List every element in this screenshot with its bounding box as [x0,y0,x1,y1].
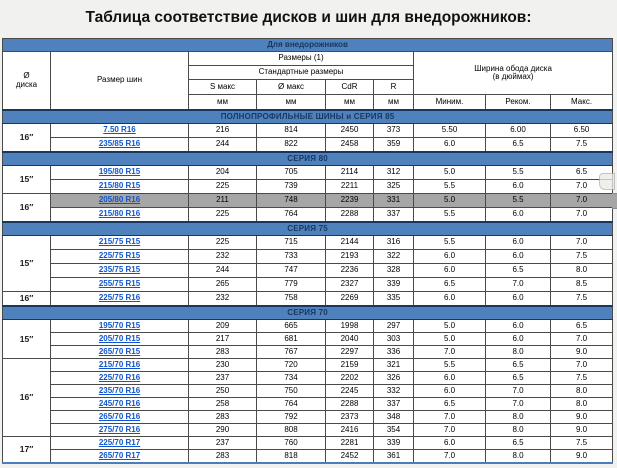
cell-d: 779 [257,278,326,292]
cell-min: 5.0 [414,320,486,333]
cell-d: 764 [257,208,326,223]
cell-max: 7.5 [551,292,613,307]
tire-size-link[interactable]: 215/75 R15 [98,237,141,247]
cell-r: 303 [374,333,414,346]
tire-size-link[interactable]: 225/75 R15 [98,251,141,261]
cell-r: 373 [374,124,414,138]
table-row [3,124,613,138]
cell-r: 354 [374,424,414,437]
table-row [3,411,613,424]
tire-size-link[interactable]: 7.50 R16 [103,125,136,135]
table-row [3,208,613,223]
cell-s: 225 [189,180,257,194]
table-row [3,180,613,194]
table-banner: Для внедорожников [3,39,613,52]
cell-min: 7.0 [414,346,486,359]
tire-size-cell [51,124,189,138]
table-row [3,236,613,250]
cell-rec: 6.00 [486,124,551,138]
header-unit-mm: мм [189,95,257,111]
cell-r: 325 [374,180,414,194]
table-row [3,222,613,236]
table-row [3,292,613,307]
cell-rec: 6.0 [486,292,551,307]
header-sizes-group: Размеры (1) [189,52,414,66]
header-tire-size: Размер шин [51,52,189,111]
cell-s: 209 [189,320,257,333]
tire-size-cell [51,437,189,450]
header-r: R [374,80,414,95]
cell-d: 760 [257,437,326,450]
tire-size-link[interactable]: 265/70 R17 [98,450,141,460]
cell-max: 6.5 [551,320,613,333]
cell-r: 337 [374,398,414,411]
page-title: Таблица соответствие дисков и шин для внедорожников: [85,9,532,26]
cell-r: 332 [374,385,414,398]
tire-size-link[interactable]: 225/70 R16 [98,372,141,382]
cell-d: 733 [257,250,326,264]
table-row [3,359,613,372]
cell-cdr: 2193 [326,250,374,264]
tire-size-link[interactable]: 235/75 R15 [98,265,141,275]
table-row [3,320,613,333]
tire-size-cell [51,166,189,180]
table-row [3,194,613,208]
table-row [3,437,613,450]
cell-r: 326 [374,372,414,385]
cell-cdr: 2239 [326,194,374,208]
header-unit-mm: мм [326,95,374,111]
cell-s: 283 [189,450,257,464]
section-title-bar: СЕРИЯ 70 [3,306,613,320]
tire-size-link[interactable]: 265/70 R15 [98,346,141,356]
tire-size-cell [51,292,189,307]
cell-max: 7.0 [551,236,613,250]
cell-s: 290 [189,424,257,437]
cell-s: 204 [189,166,257,180]
table-row [3,385,613,398]
cell-min: 7.0 [414,411,486,424]
cell-max: 9.0 [551,424,613,437]
cell-s: 237 [189,437,257,450]
cell-rec: 6.0 [486,320,551,333]
cell-min: 5.5 [414,236,486,250]
cell-cdr: 2269 [326,292,374,307]
tire-size-link[interactable]: 265/70 R16 [98,411,141,421]
table-row [3,278,613,292]
cell-rec: 6.0 [486,236,551,250]
cell-cdr: 2416 [326,424,374,437]
cell-rec: 6.5 [486,138,551,153]
cell-s: 225 [189,208,257,223]
cell-s: 258 [189,398,257,411]
cell-r: 331 [374,194,414,208]
cell-rec: 6.5 [486,372,551,385]
header-rim-line2: (в дюймах) [492,72,534,81]
table-row [3,152,613,166]
cell-min: 6.0 [414,138,486,153]
cell-cdr: 2458 [326,138,374,153]
cell-min: 7.0 [414,450,486,464]
cell-cdr: 2040 [326,333,374,346]
cell-max: 9.0 [551,411,613,424]
tire-size-link[interactable]: 205/70 R15 [98,333,141,343]
cell-d: 665 [257,320,326,333]
cell-cdr: 2211 [326,180,374,194]
cell-s: 237 [189,372,257,385]
cell-rec: 6.0 [486,180,551,194]
cell-min: 5.5 [414,359,486,372]
tire-size-cell [51,320,189,333]
cell-r: 297 [374,320,414,333]
table-row [3,424,613,437]
cell-rec: 7.0 [486,278,551,292]
tire-size-cell [51,236,189,250]
cell-s: 283 [189,346,257,359]
cell-r: 335 [374,292,414,307]
header-rim-width-group [414,52,613,95]
cell-max: 7.5 [551,437,613,450]
cell-rec: 5.5 [486,166,551,180]
cell-r: 337 [374,208,414,223]
cell-d: 808 [257,424,326,437]
section-title-bar: ПОЛНОПРОФИЛЬНЫЕ ШИНЫ и СЕРИЯ 85 [3,110,613,124]
cell-min: 5.5 [414,180,486,194]
cell-s: 244 [189,138,257,153]
cell-max: 7.0 [551,180,613,194]
cell-d: 681 [257,333,326,346]
cell-max: 7.5 [551,250,613,264]
tire-size-cell [51,424,189,437]
highlighted-row-overhang [612,193,617,209]
tire-size-link[interactable]: 215/70 R16 [98,359,141,369]
tire-rim-table [2,38,613,464]
cell-max: 6.5 [551,166,613,180]
cell-d: 705 [257,166,326,180]
tire-size-link[interactable]: 215/80 R16 [98,209,141,219]
header-unit-mm: мм [257,95,326,111]
cell-min: 6.0 [414,385,486,398]
cell-min: 6.0 [414,437,486,450]
cell-r: 312 [374,166,414,180]
cell-rec: 6.5 [486,359,551,372]
cell-r: 321 [374,359,414,372]
cell-s: 283 [189,411,257,424]
section-title-bar: СЕРИЯ 75 [3,222,613,236]
cell-cdr: 2327 [326,278,374,292]
tire-size-link[interactable]: 245/70 R16 [98,398,141,408]
cell-cdr: 2114 [326,166,374,180]
tire-size-cell [51,385,189,398]
tire-size-cell [51,180,189,194]
cell-min: 6.0 [414,372,486,385]
cell-max: 8.0 [551,385,613,398]
cell-r: 361 [374,450,414,464]
cell-min: 5.5 [414,208,486,223]
header-rim-max: Макс. [551,95,613,111]
cell-r: 339 [374,278,414,292]
cell-rec: 8.0 [486,411,551,424]
tire-size-cell [51,264,189,278]
cell-min: 7.0 [414,424,486,437]
cell-s: 216 [189,124,257,138]
cell-d: 758 [257,292,326,307]
tire-size-link[interactable]: 215/80 R15 [98,181,141,191]
header-d-max: Ø макс [257,80,326,95]
header-disk-line2: диска [15,79,38,89]
cell-cdr: 2245 [326,385,374,398]
cell-r: 316 [374,236,414,250]
cell-r: 339 [374,437,414,450]
cell-d: 822 [257,138,326,153]
cell-cdr: 2288 [326,208,374,223]
tire-size-link[interactable]: 225/75 R16 [98,293,141,303]
tire-size-link[interactable]: 205/80 R16 [98,195,141,205]
table-row [3,39,613,52]
cell-max: 8.5 [551,278,613,292]
cell-d: 739 [257,180,326,194]
cell-rec: 6.5 [486,264,551,278]
header-s-max: S макс [189,80,257,95]
tire-size-cell [51,138,189,153]
cell-max: 7.0 [551,208,613,223]
cell-cdr: 2452 [326,450,374,464]
cell-s: 225 [189,236,257,250]
section-title-bar: СЕРИЯ 80 [3,152,613,166]
cell-s: 217 [189,333,257,346]
cell-rec: 8.0 [486,450,551,464]
table-row [3,52,613,66]
cell-rec: 5.5 [486,194,551,208]
cell-min: 6.5 [414,398,486,411]
tire-size-cell [51,359,189,372]
disk-diameter-cell: 17″ [3,437,51,464]
tire-size-cell [51,278,189,292]
cell-d: 814 [257,124,326,138]
cell-d: 720 [257,359,326,372]
cell-cdr: 2159 [326,359,374,372]
cell-s: 232 [189,292,257,307]
cell-d: 734 [257,372,326,385]
cell-max: 6.50 [551,124,613,138]
cell-cdr: 2144 [326,236,374,250]
table-row [3,450,613,464]
tire-size-cell [51,208,189,223]
tire-size-link[interactable]: 195/70 R15 [98,320,141,330]
disk-diameter-cell: 15″ [3,320,51,359]
cell-max: 9.0 [551,346,613,359]
table-row [3,333,613,346]
table-row [3,264,613,278]
cell-rec: 7.0 [486,385,551,398]
header-disk-diameter [3,52,51,111]
tire-size-cell [51,250,189,264]
table-row [3,346,613,359]
header-rim-min: Миним. [414,95,486,111]
cell-min: 6.0 [414,264,486,278]
cell-cdr: 2281 [326,437,374,450]
cell-rec: 7.0 [486,398,551,411]
cell-cdr: 2450 [326,124,374,138]
cell-cdr: 2297 [326,346,374,359]
cell-rec: 8.0 [486,424,551,437]
disk-diameter-cell: 15″ [3,166,51,194]
cell-max: 9.0 [551,450,613,464]
mouse-cursor-artifact [599,173,615,190]
tire-size-cell [51,411,189,424]
cell-cdr: 2373 [326,411,374,424]
tire-size-link[interactable]: 255/75 R15 [98,279,141,289]
tire-size-cell [51,398,189,411]
table-row [3,166,613,180]
cell-min: 5.0 [414,333,486,346]
table-row [3,372,613,385]
cell-d: 818 [257,450,326,464]
table-row [3,398,613,411]
table-row [3,138,613,153]
cell-s: 265 [189,278,257,292]
cell-max: 7.5 [551,372,613,385]
disk-diameter-cell: 16″ [3,124,51,153]
tire-size-link[interactable]: 195/80 R15 [98,167,141,177]
tire-size-link[interactable]: 225/70 R17 [98,437,141,447]
cell-r: 322 [374,250,414,264]
cell-min: 5.0 [414,194,486,208]
cell-d: 792 [257,411,326,424]
header-disk-line1: Ø [23,71,30,81]
cell-rec: 6.5 [486,437,551,450]
cell-s: 232 [189,250,257,264]
cell-max: 7.0 [551,194,613,208]
cell-d: 748 [257,194,326,208]
cell-d: 747 [257,264,326,278]
disk-diameter-cell: 15″ [3,236,51,292]
cell-min: 5.50 [414,124,486,138]
cell-d: 750 [257,385,326,398]
cell-rec: 8.0 [486,346,551,359]
cell-cdr: 1998 [326,320,374,333]
table-row [3,306,613,320]
table-row [3,110,613,124]
cell-min: 5.0 [414,166,486,180]
cell-s: 230 [189,359,257,372]
cell-max: 7.0 [551,359,613,372]
tire-size-link[interactable]: 235/70 R16 [98,385,141,395]
cell-s: 211 [189,194,257,208]
cell-d: 715 [257,236,326,250]
cell-r: 348 [374,411,414,424]
tire-size-cell [51,450,189,464]
cell-r: 328 [374,264,414,278]
header-standard-sizes: Стандартные размеры [189,66,414,80]
cell-rec: 6.0 [486,250,551,264]
cell-min: 6.5 [414,278,486,292]
cell-min: 6.0 [414,250,486,264]
cell-d: 767 [257,346,326,359]
cell-min: 6.0 [414,292,486,307]
cell-max: 7.5 [551,138,613,153]
cell-max: 8.0 [551,264,613,278]
tire-size-cell [51,346,189,359]
header-cdr: CdR [326,80,374,95]
tire-size-cell [51,194,189,208]
cell-r: 359 [374,138,414,153]
cell-cdr: 2236 [326,264,374,278]
cell-max: 8.0 [551,398,613,411]
cell-max: 7.0 [551,333,613,346]
tire-size-cell [51,372,189,385]
header-rim-rec: Реком. [486,95,551,111]
tire-size-link[interactable]: 235/85 R16 [98,139,141,149]
disk-diameter-cell: 16″ [3,359,51,437]
cell-rec: 6.0 [486,208,551,223]
tire-size-cell [51,333,189,346]
cell-s: 244 [189,264,257,278]
cell-cdr: 2202 [326,372,374,385]
tire-size-link[interactable]: 275/70 R16 [98,424,141,434]
disk-diameter-cell: 16″ [3,292,51,307]
header-rim-line1: Ширина обода диска [474,63,552,73]
header-unit-mm: мм [374,95,414,111]
cell-s: 250 [189,385,257,398]
cell-rec: 6.0 [486,333,551,346]
cell-cdr: 2288 [326,398,374,411]
table-row [3,250,613,264]
cell-d: 764 [257,398,326,411]
cell-r: 336 [374,346,414,359]
disk-diameter-cell: 16″ [3,194,51,223]
